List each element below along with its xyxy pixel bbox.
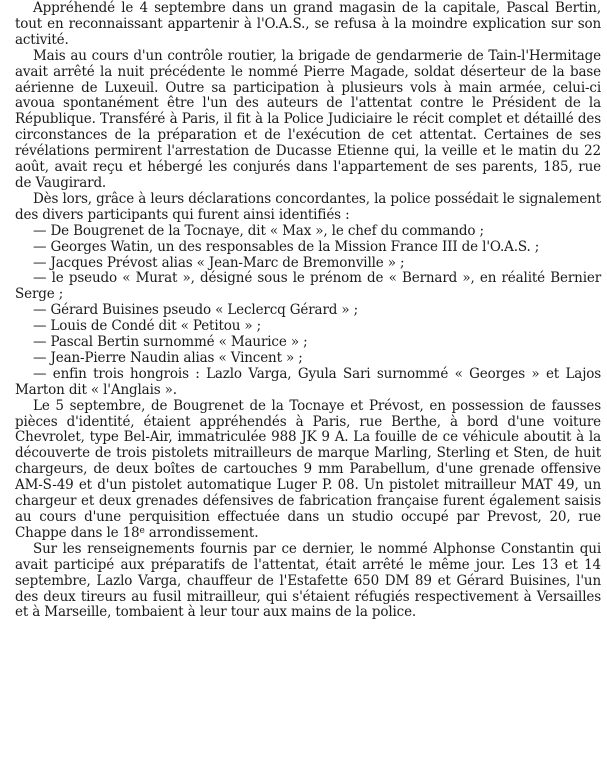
participant-item: — Jacques Prévost alias « Jean-Marc de Bremonville » ; [33, 254, 405, 271]
participant-item: — enfin trois hongrois : Lazlo Varga, Gyula Sari surnommé « Georges » et Lajos Marton dit « l'Anglais ». [15, 365, 601, 398]
participant-item: — Pascal Bertin surnommé « Maurice » ; [33, 334, 308, 351]
participants-list [15, 224, 601, 399]
paragraph-sept5-arrests [15, 399, 601, 542]
paragraph-magade-confession: Mais au cours d'un contrôle routier, la brigade de gendarmerie de Tain-l'Hermitage avait arrêté la nuit précédente le nommé Pierre Magade, soldat déserteur de la base aérienne de Luxeuil. Outre sa participation à plusieurs vols à main armée, celui-ci avoua spontanément être l'un des auteurs de l'attentat contre le Président de la République. Transféré à Paris, il fit à la Police Judiciaire le récit complet et détaillé des circonstances de la préparation et de l'exécution de cet attentat. Certaines de ses révélations permirent l'arrestation de Ducasse Etienne qui, la veille et le matin du 22 août, avait reçu et hébergé les conjurés dans l'appartement de ses parents, 185, rue de Vaugirard. [15, 47, 601, 191]
ordinal-superscript: e [139, 525, 145, 536]
participant-item: — De Bougrenet de la Tocnaye, dit « Max », le chef du commando ; [33, 222, 484, 239]
paragraph-arrest-bertin: Appréhendé le 4 septembre dans un grand magasin de la capitale, Pascal Bertin, tout en reconnaissant appartenir à l'O.A.S., se refusa à la moindre explication sur son activité. [15, 0, 601, 48]
paragraph-identification: Dès lors, grâce à leurs déclarations concordantes, la police possédait le signalement des divers participants qui furent ainsi identifiés : [15, 190, 601, 223]
participant-item: — Georges Watin, un des responsables de la Mission France III de l'O.A.S. ; [33, 238, 540, 255]
participant-item: — le pseudo « Murat », désigné sous le prénom de « Bernard », en réalité Bernier Serge ; [15, 270, 601, 303]
paragraph-sept5-text: Le 5 septembre, de Bougrenet de la Tocnaye et Prévost, en possession de fausses pièces d'identité, étaient appréhendés à Paris, rue Berthe, à bord d'une voiture Chevrolet, type Bel-Air, immatriculée 988 JK 9 A. La fouille de ce véhicule aboutit à la découverte de trois pistolets mitrailleurs de marque Marling, Sterling et Sten, de huit chargeurs, de deux boîtes de cartouches 9 mm Parabellum, d'une grenade offensive AM-S-49 et d'un pistolet automatique Luger P. 08. Un pistolet mitrailleur MAT 49, un chargeur et deux grenades défensives de fabrication française furent également saisis au cours d'une perquisition effectuée dans un studio occupé par Prevost, 20, rue Chappe dans le 18 [15, 397, 601, 541]
paragraph-sept5-end: arrondissement. [144, 524, 259, 541]
participant-item: — Gérard Buisines pseudo « Leclercq Gérard » ; [33, 302, 359, 319]
paragraph-final-arrests: Sur les renseignements fournis par ce dernier, le nommé Alphonse Constantin qui avait participé aux préparatifs de l'attentat, était arrêté le même jour. Les 13 et 14 septembre, Lazlo Varga, chauffeur de l'Estafette 650 DM 89 et Gérard Buisines, l'un des deux tireurs au fusil mitrailleur, qui s'étaient réfugiés respectivement à Versailles et à Marseille, tombaient à leur tour aux mains de la police. [15, 540, 601, 621]
participant-item: — Jean-Pierre Naudin alias « Vincent » ; [33, 349, 303, 366]
participant-item: — Louis de Condé dit « Petitou » ; [33, 318, 262, 335]
